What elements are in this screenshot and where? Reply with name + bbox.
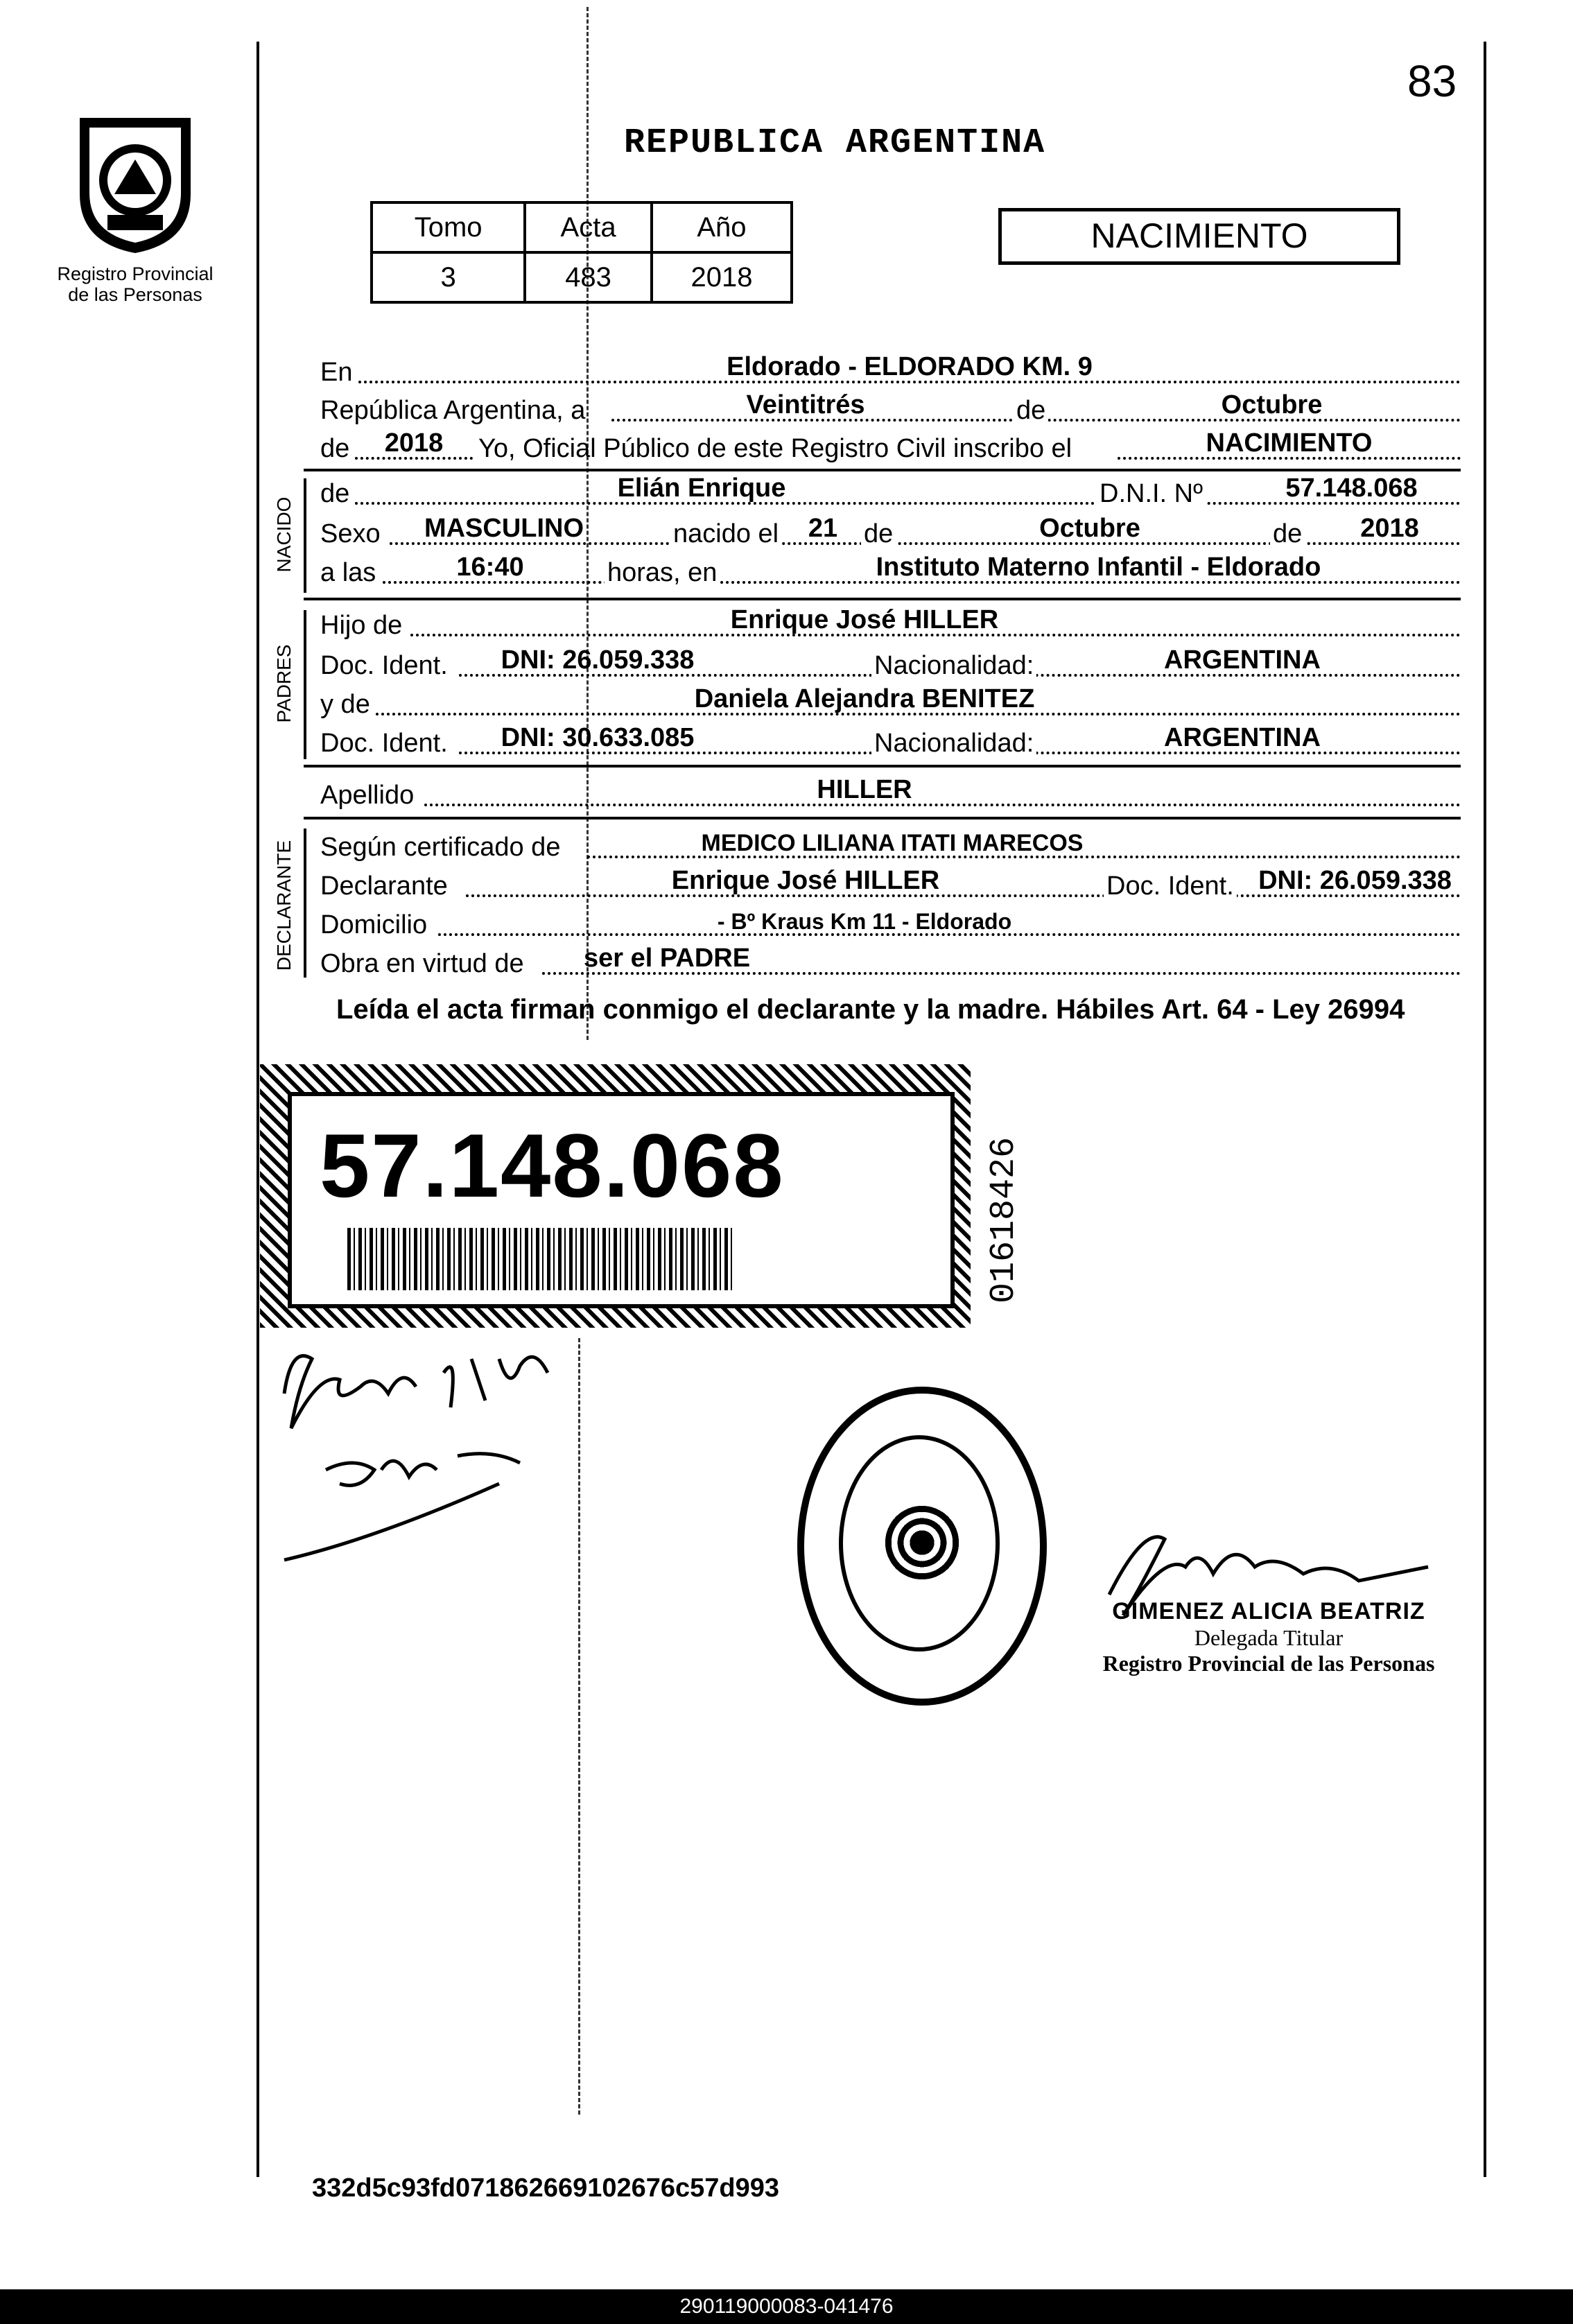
padres-section-label: PADRES	[273, 644, 295, 723]
domicilio-label: Domicilio	[320, 910, 428, 939]
en-label: En	[320, 358, 353, 387]
certificado-label: Según certificado de	[320, 833, 561, 862]
day-words: Veintitrés	[746, 390, 865, 419]
padres-row-father	[320, 603, 1461, 642]
mother-doc: DNI: 30.633.085	[501, 723, 695, 752]
mother-nationality: ARGENTINA	[1164, 723, 1321, 752]
footer-code: 290119000083-041476	[0, 2289, 1573, 2324]
father-nationality: ARGENTINA	[1164, 645, 1321, 675]
record-table	[370, 201, 793, 304]
obra-value: ser el PADRE	[584, 944, 751, 973]
yo-text: Yo, Oficial Público de este Registro Civil inscribo el	[478, 434, 1072, 463]
separator-4	[304, 817, 1461, 820]
child-dni: 57.148.068	[1285, 474, 1418, 503]
header-tomo: Tomo	[372, 202, 525, 252]
mother-name: Daniela Alejandra BENITEZ	[694, 684, 1035, 713]
y-de-label: y de	[320, 690, 370, 719]
value-ano: 2018	[652, 252, 792, 302]
nacido-el-label: nacido el	[670, 519, 781, 549]
intro-row-en	[320, 350, 1461, 389]
page-title: REPUBLICA ARGENTINA	[624, 123, 1046, 163]
sticker-serial: 01618426	[984, 1136, 1024, 1303]
nacido-row-name	[320, 471, 1461, 510]
republica-label: República Argentina, a	[320, 396, 586, 425]
de-label-name: de	[320, 479, 350, 508]
separator-2	[304, 598, 1461, 600]
birth-time: 16:40	[456, 553, 524, 582]
doc-label-father: Doc. Ident.	[320, 651, 448, 680]
obra-label: Obra en virtud de	[320, 949, 524, 978]
month-value: Octubre	[1221, 390, 1323, 419]
doc-label-declarante: Doc. Ident.	[1104, 872, 1237, 901]
place-value: Eldorado - ELDORADO KM. 9	[727, 352, 1093, 381]
page-number: 83	[1407, 56, 1457, 106]
birth-month: Octubre	[1039, 514, 1140, 543]
declarante-row-dom	[320, 903, 1461, 942]
nacido-bar	[304, 478, 306, 593]
padres-row-mother-doc	[320, 721, 1461, 760]
father-name: Enrique José HILLER	[730, 605, 999, 634]
provincia-de-misiones-seal-icon	[66, 111, 205, 257]
intro-row-yo	[320, 426, 1461, 465]
value-tomo: 3	[372, 252, 525, 302]
birth-year: 2018	[1360, 514, 1419, 543]
declarante-section-label: DECLARANTE	[273, 840, 295, 971]
fold-line-lower	[578, 1338, 580, 2115]
padres-bar	[304, 610, 306, 759]
declarante-row-cert	[320, 825, 1461, 864]
official-stamp-icon	[797, 1387, 1047, 1706]
certificado-value: MEDICO LILIANA ITATI MARECOS	[701, 830, 1084, 856]
a-las-label: a las	[320, 558, 376, 587]
separator-3	[304, 765, 1461, 768]
declarante-value: Enrique José HILLER	[671, 866, 940, 895]
official-block	[1075, 1598, 1463, 1676]
declarante-doc: DNI: 26.059.338	[1258, 866, 1452, 895]
official-name: GIMENEZ ALICIA BEATRIZ	[1112, 1598, 1425, 1624]
hijo-de-label: Hijo de	[320, 611, 403, 640]
declarante-row-obra	[320, 942, 1461, 980]
registry-label-line2: de las Personas	[68, 284, 202, 305]
header-ano: Año	[652, 202, 792, 252]
birth-place: Instituto Materno Infantil - Eldorado	[876, 553, 1321, 582]
nacido-section-label: NACIDO	[273, 496, 295, 573]
apellido-row	[320, 773, 1461, 812]
child-name: Elián Enrique	[617, 474, 786, 503]
birth-day: 21	[808, 514, 838, 543]
father-doc: DNI: 26.059.338	[501, 645, 695, 675]
domicilio-value: - Bº Kraus Km 11 - Eldorado	[717, 909, 1012, 934]
declarante-label: Declarante	[320, 872, 448, 901]
doc-label-mother: Doc. Ident.	[320, 729, 448, 758]
sticker-dni-number: 57.148.068	[320, 1115, 785, 1216]
padres-row-father-doc	[320, 643, 1461, 682]
padres-row-mother	[320, 682, 1461, 721]
apellido-label: Apellido	[320, 781, 415, 810]
year-value: 2018	[384, 428, 444, 458]
nac-label-father: Nacionalidad:	[871, 651, 1036, 681]
dni-label: D.N.I. Nº	[1097, 479, 1206, 509]
value-acta: 483	[525, 252, 652, 302]
left-margin-line	[257, 42, 259, 2177]
closing-text: Leída el acta firman conmigo el declarante y la madre. Hábiles Art. 64 - Ley 26994	[336, 994, 1405, 1025]
nac-label-mother: Nacionalidad:	[871, 729, 1036, 758]
de-label: de	[1014, 396, 1048, 426]
declarante-row-name	[320, 864, 1461, 903]
sexo-label: Sexo	[320, 519, 381, 548]
document-hash: 332d5c93fd071862669102676c57d993	[312, 2174, 780, 2203]
declarante-bar	[304, 829, 306, 978]
header-acta: Acta	[525, 202, 652, 252]
de-label-2: de	[320, 434, 350, 463]
registry-label	[28, 263, 243, 305]
barcode-icon	[347, 1228, 736, 1290]
document-type-box: NACIMIENTO	[998, 208, 1400, 265]
official-role: Delegada Titular	[1194, 1625, 1344, 1650]
declarant-signature-icon	[270, 1331, 575, 1581]
dni-sticker	[260, 1064, 971, 1328]
right-margin-line	[1484, 42, 1486, 2177]
nacido-row-time	[320, 550, 1461, 589]
official-registry: Registro Provincial de las Personas	[1102, 1651, 1435, 1676]
intro-row-date	[320, 388, 1461, 427]
act-kind: NACIMIENTO	[1206, 428, 1373, 458]
apellido-value: HILLER	[817, 775, 912, 804]
horas-label: horas, en	[605, 558, 720, 588]
de-label-month: de	[861, 519, 896, 549]
nacido-row-sex	[320, 512, 1461, 550]
sexo-value: MASCULINO	[424, 514, 584, 543]
de-label-year: de	[1270, 519, 1305, 549]
registry-label-line1: Registro Provincial	[57, 263, 214, 284]
